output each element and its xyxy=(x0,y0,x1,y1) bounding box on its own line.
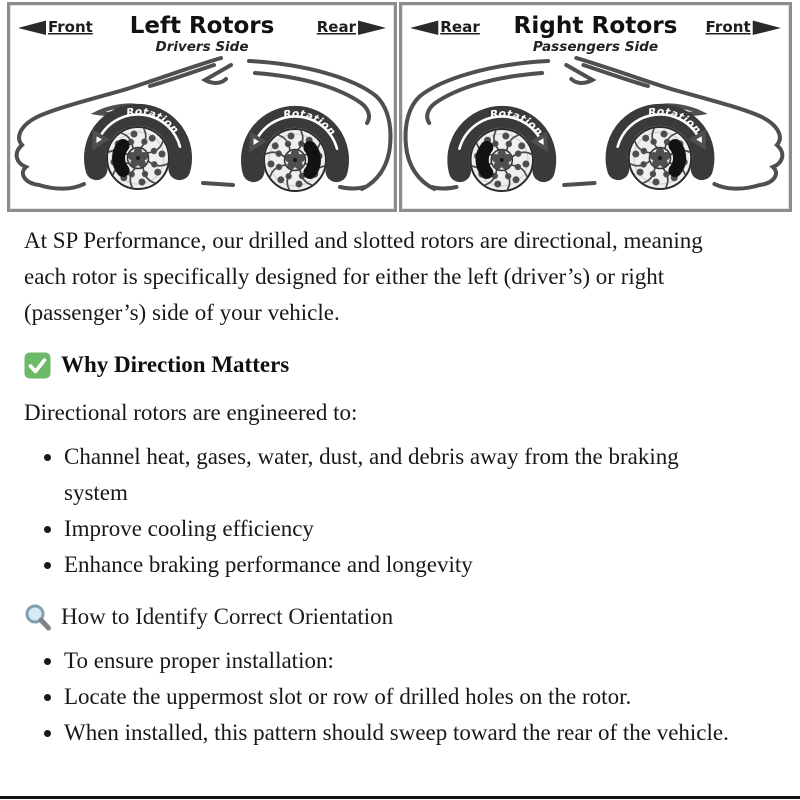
section-heading-why-direction-matters xyxy=(24,347,800,383)
car-side-view-left xyxy=(17,58,391,191)
panel-title: Left Rotors xyxy=(129,13,275,39)
rotation-text: Rotation xyxy=(489,107,546,139)
benefits-list xyxy=(24,439,800,583)
list-item: • Enhance braking performance and longevity xyxy=(64,547,734,583)
front-label: Front xyxy=(48,18,93,36)
article-body xyxy=(0,216,800,751)
right-rotors-illustration xyxy=(402,5,789,209)
magnifying-glass-emoji-icon xyxy=(24,604,51,631)
right-rotors-panel xyxy=(399,2,792,212)
front-left-arrow-icon xyxy=(18,21,46,36)
rear-label: Rear xyxy=(316,18,356,36)
intro-paragraph: At SP Performance, our drilled and slotted rotors are directional, meaning each rotor is specifically designed for either the left (driver’s) or right (passenger’s) side of your vehicle. xyxy=(24,228,703,325)
front-right-arrow-icon xyxy=(753,21,781,36)
list-item: • Channel heat, gases, water, dust, and debris away from the braking system xyxy=(64,439,734,511)
list-item: • When installed, this pattern should sweep toward the rear of the vehicle. xyxy=(64,715,734,751)
list-item: • Locate the uppermost slot or row of drilled holes on the rotor. xyxy=(64,679,734,715)
rotation-text: Rotation xyxy=(282,107,339,139)
rear-left-arrow-icon xyxy=(410,21,438,36)
panel-subtitle: Passengers Side xyxy=(532,39,659,55)
front-label: Front xyxy=(705,18,751,36)
bottom-divider xyxy=(0,796,800,799)
panel-subtitle: Drivers Side xyxy=(155,39,249,55)
section-heading-identify-orientation xyxy=(24,599,800,635)
list-item: • Improve cooling efficiency xyxy=(64,511,734,547)
rear-label: Rear xyxy=(440,18,480,36)
rotor-direction-diagram xyxy=(0,0,800,216)
section-heading-text: How to Identify Correct Orientation xyxy=(61,604,394,629)
section-heading-text: Why Direction Matters xyxy=(61,352,290,377)
section-lead: Directional rotors are engineered to: xyxy=(24,400,358,425)
panel-title: Right Rotors xyxy=(513,13,678,39)
left-rotors-panel xyxy=(7,2,397,212)
orientation-steps-list xyxy=(24,643,800,751)
list-item: • To ensure proper installation: xyxy=(64,643,734,679)
rear-right-arrow-icon xyxy=(358,21,386,36)
rotation-text: Rotation xyxy=(125,105,182,137)
left-rotors-illustration xyxy=(10,5,394,209)
car-side-view-right xyxy=(406,58,783,191)
rotation-text: Rotation xyxy=(647,105,704,137)
check-mark-emoji-icon xyxy=(24,352,51,379)
